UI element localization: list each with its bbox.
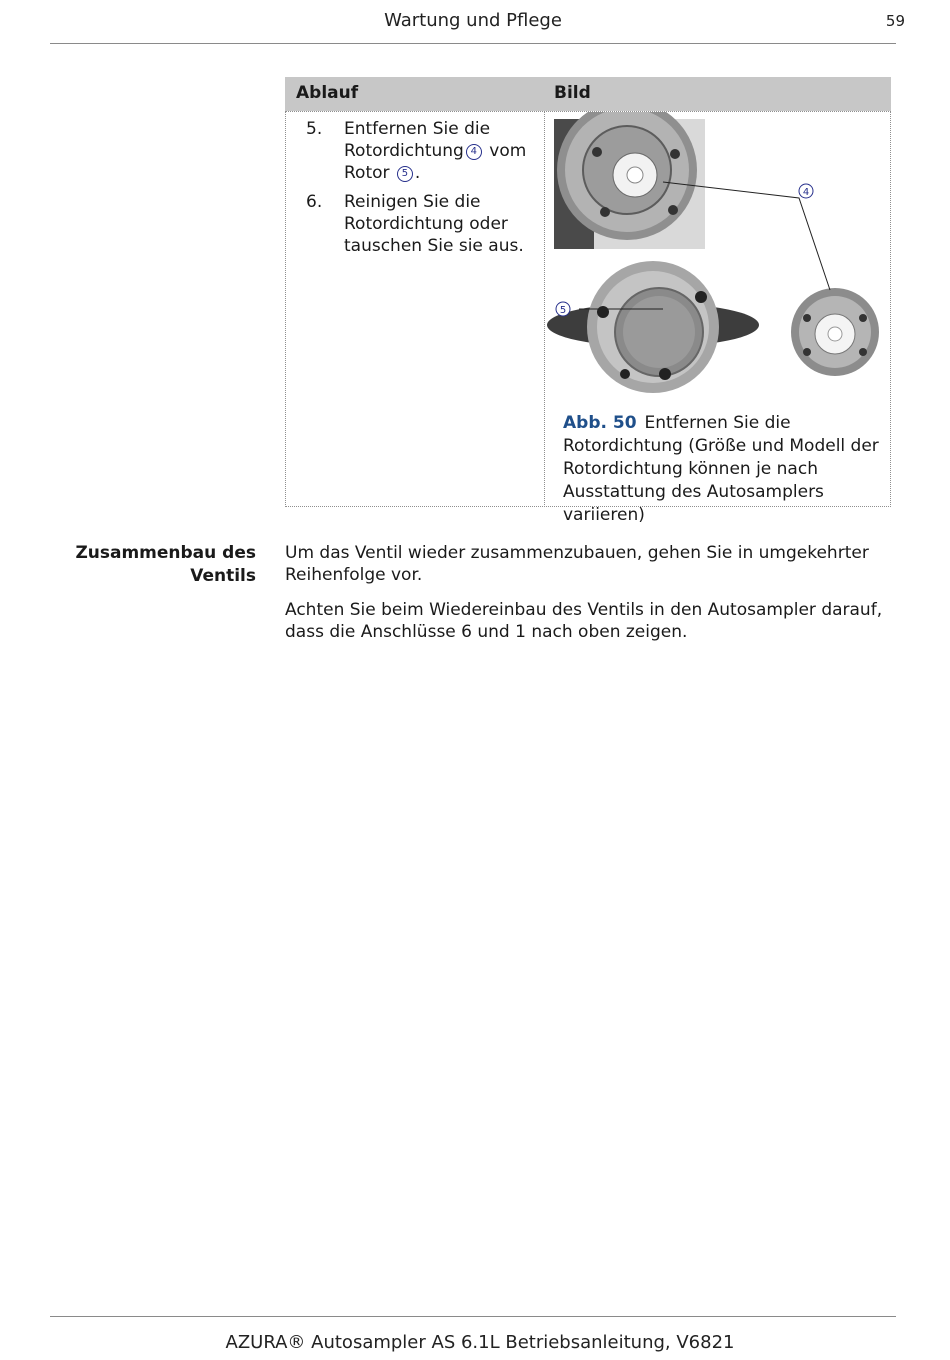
table-header-row — [285, 77, 891, 111]
step-text-part: vom Rotor — [344, 141, 527, 183]
footer-rule — [50, 1316, 896, 1317]
step-number: 5. — [306, 119, 323, 139]
section-heading: Zusammenbau des Ventils — [75, 543, 256, 586]
procedure-table — [285, 77, 891, 525]
photo-rotor-with-seal — [554, 112, 705, 249]
page-number: 59 — [885, 12, 905, 30]
column-header-ablauf: Ablauf — [296, 83, 359, 103]
callout-ref-5: 5 — [397, 166, 413, 182]
figure-caption-label: Abb. 50 — [563, 413, 637, 433]
steps-cell — [285, 111, 545, 507]
figure-caption-text: Entfernen Sie die Rotordichtung (Größe und Modell der Rotordichtung können je nach Ausstattung des Autosamplers variieren) — [563, 413, 879, 525]
figure-cell — [544, 111, 891, 525]
body-paragraph: Um das Ventil wieder zusammenzubauen, gehen Sie in umgekehrter Reihenfolge vor. — [285, 543, 869, 585]
step-text-part: Entfernen Sie die Rotordichtung — [344, 119, 491, 161]
step-text-part: . — [414, 163, 421, 183]
body-paragraph: Achten Sie beim Wiedereinbau des Ventils in den Autosampler darauf, dass die Anschlüsse 6 und 1 nach oben zeigen. — [285, 600, 883, 642]
callout-label-4: 4 — [802, 187, 810, 198]
running-footer: AZURA® Autosampler AS 6.1L Betriebsanleitung, V6821 — [225, 1332, 735, 1353]
photo-rotor — [547, 261, 759, 393]
callout-label-5: 5 — [559, 305, 567, 316]
step-text: Reinigen Sie die Rotordichtung oder tauschen Sie sie aus. — [344, 192, 524, 256]
callout-ref-4: 4 — [466, 144, 482, 160]
photo-rotor-seal — [791, 288, 879, 376]
running-header: Wartung und Pflege — [384, 10, 562, 31]
header-rule — [50, 43, 896, 44]
callout-marker-4 — [799, 184, 813, 198]
step-text — [344, 118, 544, 184]
column-header-bild: Bild — [554, 83, 591, 103]
rotor-seal-figure — [545, 112, 890, 412]
step-number: 6. — [306, 192, 323, 212]
figure-caption — [563, 412, 881, 527]
callout-marker-5 — [556, 302, 570, 316]
